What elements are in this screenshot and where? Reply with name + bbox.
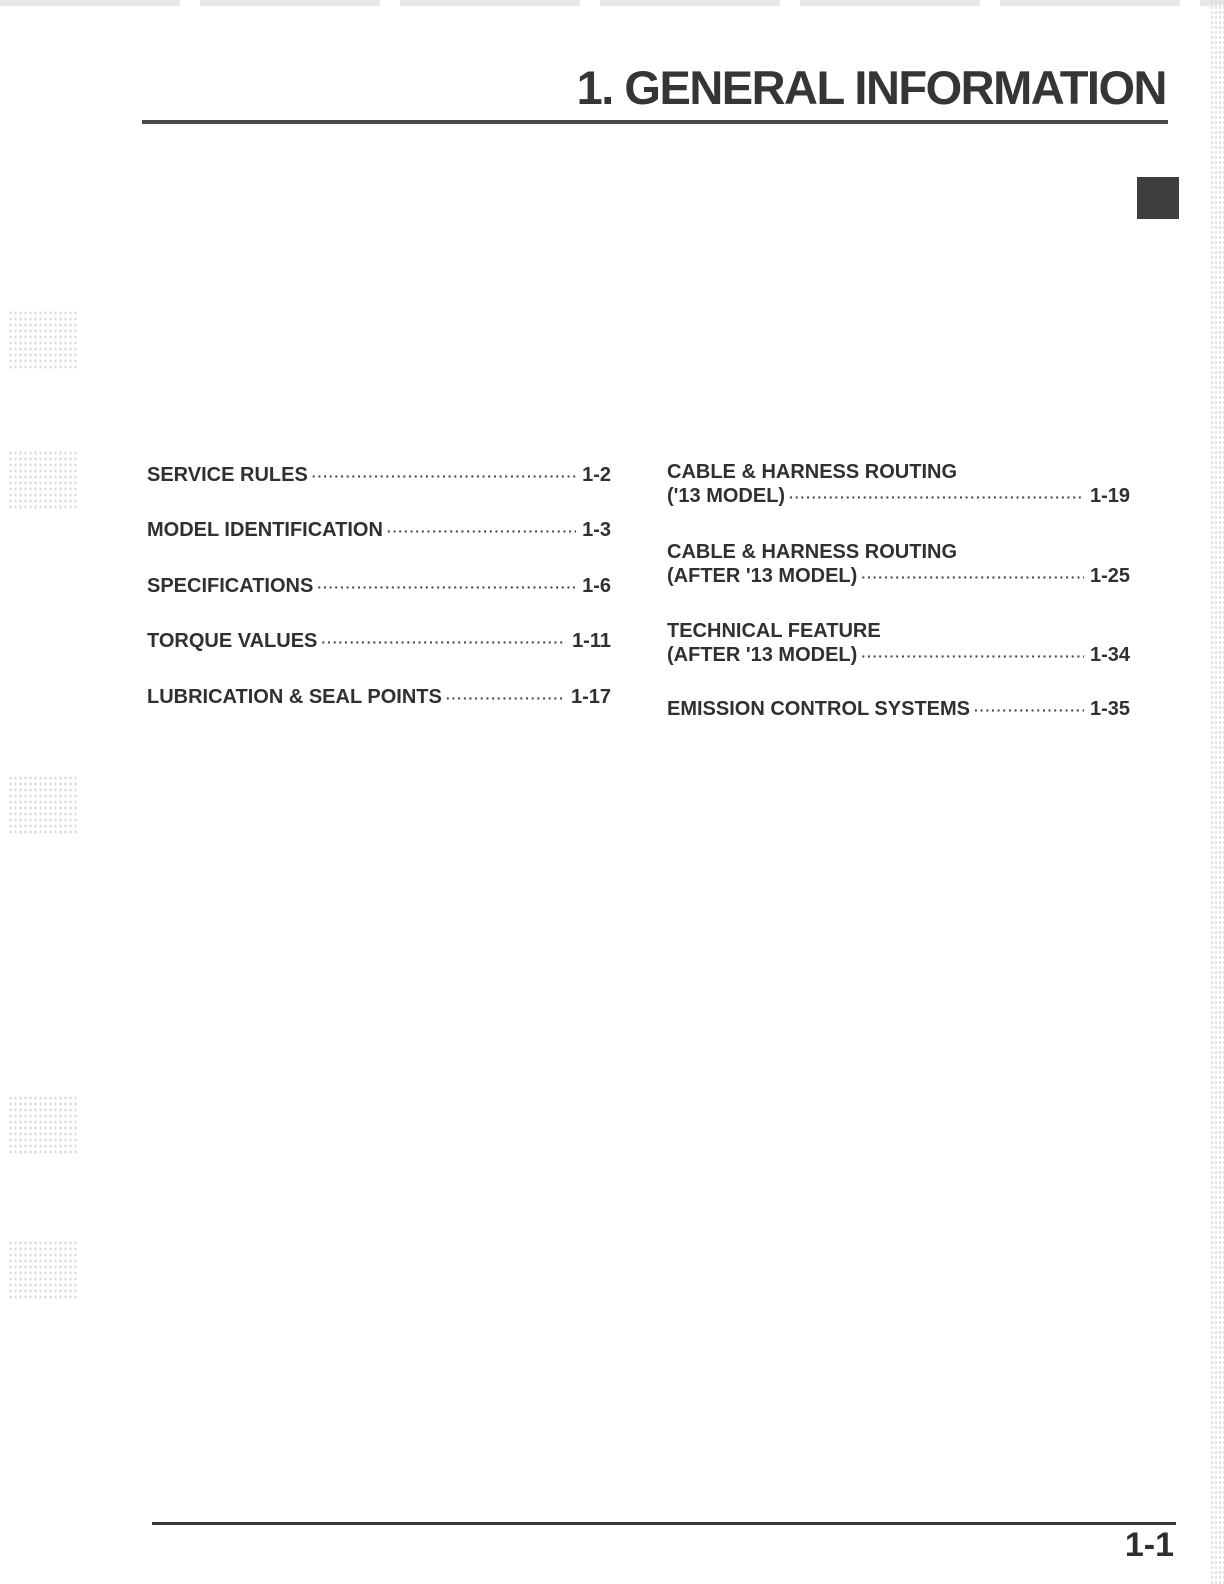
scan-speckle <box>8 775 78 835</box>
dot-leader <box>861 644 1084 668</box>
dot-leader <box>446 686 565 710</box>
scan-right-edge <box>1210 0 1224 1584</box>
dot-leader <box>974 698 1084 722</box>
scan-speckle <box>8 1095 78 1155</box>
title-rule <box>142 120 1168 124</box>
scan-top-edge <box>0 0 1224 6</box>
toc-entry-label: (AFTER '13 MODEL) <box>667 644 858 666</box>
toc-entry-page: 1-19 <box>1089 485 1130 507</box>
toc-entry-page: 1-35 <box>1089 698 1130 720</box>
toc-entry-technical-feature[interactable] <box>667 619 1130 668</box>
toc-entry-page: 1-11 <box>572 630 611 652</box>
toc-entry-label: ('13 MODEL) <box>667 485 786 507</box>
toc-entry-specifications[interactable] <box>147 574 611 599</box>
toc-entry-label: MODEL IDENTIFICATION <box>147 519 383 541</box>
toc-entry-torque-values[interactable] <box>147 629 611 654</box>
toc-entry-page: 1-6 <box>582 575 611 597</box>
toc-entry-cable-harness-routing-13[interactable] <box>667 460 1130 509</box>
scan-speckle <box>8 310 78 370</box>
toc-entry-emission-control-systems[interactable] <box>667 697 1130 722</box>
toc-entry-page: 1-3 <box>582 519 611 541</box>
toc-entry-cable-harness-routing-after-13[interactable] <box>667 540 1130 589</box>
toc-entry-label-line1: TECHNICAL FEATURE <box>667 620 881 642</box>
dot-leader <box>861 565 1084 589</box>
chapter-tab-marker <box>1137 177 1179 219</box>
toc-entry-page: 1-25 <box>1089 565 1130 587</box>
toc-entry-lubrication-seal-points[interactable] <box>147 685 611 710</box>
dot-leader <box>317 575 576 599</box>
dot-leader <box>321 630 566 654</box>
scan-speckle <box>8 450 78 510</box>
toc-entry-page: 1-17 <box>570 686 611 708</box>
toc-entry-label: EMISSION CONTROL SYSTEMS <box>667 698 970 720</box>
toc-entry-page: 1-2 <box>582 464 611 486</box>
footer-rule <box>152 1522 1176 1525</box>
dot-leader <box>387 519 576 543</box>
page-number: 1-1 <box>1124 1526 1174 1564</box>
toc-entry-service-rules[interactable] <box>147 463 611 488</box>
toc-entry-label: SERVICE RULES <box>147 464 308 486</box>
toc-entry-label: TORQUE VALUES <box>147 630 318 652</box>
toc-entry-label: (AFTER '13 MODEL) <box>667 565 858 587</box>
chapter-title: 1. GENERAL INFORMATION <box>576 61 1166 114</box>
toc-entry-label-line1: CABLE & HARNESS ROUTING <box>667 541 958 563</box>
dot-leader <box>312 464 576 488</box>
toc-entry-label: SPECIFICATIONS <box>147 575 314 597</box>
toc-entry-label: LUBRICATION & SEAL POINTS <box>147 686 442 708</box>
toc-entry-model-identification[interactable] <box>147 518 611 543</box>
toc-entry-page: 1-34 <box>1089 644 1130 666</box>
toc-entry-label-line1: CABLE & HARNESS ROUTING <box>667 461 958 483</box>
scan-speckle <box>8 1240 78 1300</box>
dot-leader <box>789 485 1084 509</box>
